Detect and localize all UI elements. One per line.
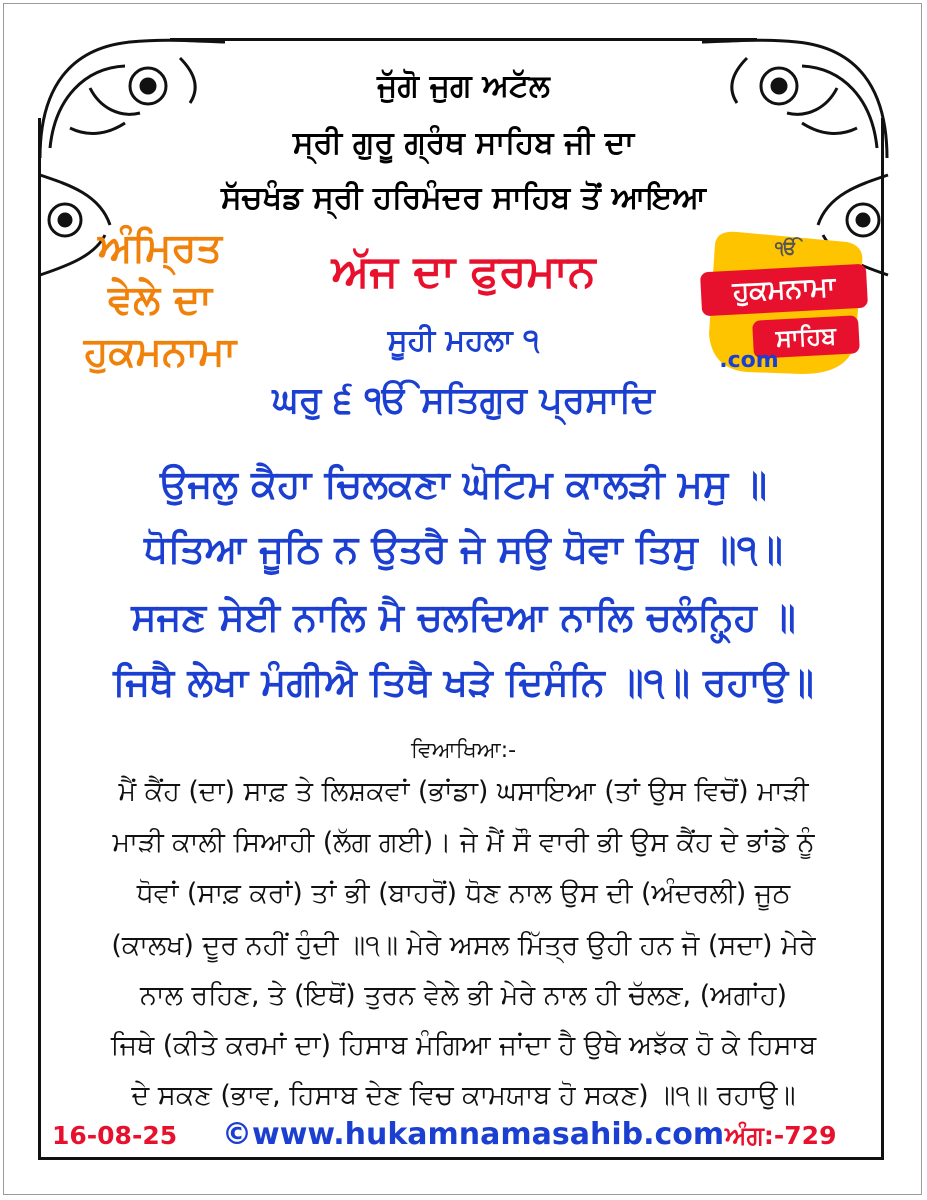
invocation-line: ਘਰੁ ੬ ੴ ਸਤਿਗੁਰ ਪ੍ਰਸਾਦਿ	[272, 380, 655, 421]
footer	[0, 1117, 927, 1165]
explanation-line-2: ਮਾੜੀ ਕਾਲੀ ਸਿਆਹੀ (ਲੱਗ ਗਈ)। ਜੇ ਮੈਂ ਸੌ ਵਾਰੀ ਭੀ ਉਸ ਕੈਂਹ ਦੇ ਭਾਂਡੇ ਨੂੰ	[112, 827, 815, 858]
badge-line-1: ਅੰਮ੍ਰਿਤ	[98, 225, 222, 271]
header-line-1: ਜੁੱਗੋ ਜੁਗ ਅਟੱਲ	[377, 68, 550, 104]
header-line-2: ਸ੍ਰੀ ਗੁਰੂ ਗ੍ਰੰਥ ਸਾਹਿਬ ਜੀ ਦਾ	[292, 125, 635, 161]
footer-website-link[interactable]: ©www.hukamnamasahib.com	[222, 1117, 725, 1152]
frame-top-rule	[170, 38, 757, 41]
gurbani-line-3: ਸਜਣ ਸੇਈ ਨਾਲਿ ਮੈ ਚਲਦਿਆ ਨਾਲਿ ਚਲੰਨ੍ਹ੍ਹਿ ॥	[131, 595, 796, 639]
explanation-line-4: (ਕਾਲਖ) ਦੂਰ ਨਹੀਂ ਹੁੰਦੀ ॥੧॥ ਮੇਰੇ ਅਸਲ ਮਿੱਤ੍ਰ ਉਹੀ ਹਨ ਜੋ (ਸਦਾ) ਮੇਰੇ	[111, 930, 816, 961]
footer-date: 16-08-25	[52, 1121, 178, 1150]
logo-ik-onkar: ੴ	[775, 238, 797, 259]
footer-ang-number: ਅੰਗ:-729	[725, 1121, 837, 1150]
raag-heading: ਸੂਹੀ ਮਹਲਾ ੧	[387, 323, 540, 358]
hukamnama-sahib-logo	[697, 224, 869, 384]
header-line-3: ਸੱਚਖੰਡ ਸ੍ਰੀ ਹਰਿਮੰਦਰ ਸਾਹਿਬ ਤੋਂ ਆਇਆ	[221, 180, 706, 216]
badge-line-3: ਹੁਕਮਨਾਮਾ	[83, 329, 237, 375]
gurbani-line-4: ਜਿਥੈ ਲੇਖਾ ਮੰਗੀਐ ਤਿਥੈ ਖੜੇ ਦਿਸੰਨਿ ॥੧॥ ਰਹਾਉ॥	[113, 660, 814, 704]
explanation-line-6: ਜਿਥੇ (ਕੀਤੇ ਕਰਮਾਂ ਦਾ) ਹਿਸਾਬ ਮੰਗਿਆ ਜਾਂਦਾ ਹੈ ਉਥੇ ਅਝੱਕ ਹੋ ਕੇ ਹਿਸਾਬ	[110, 1030, 817, 1061]
page-title: ਅੱਜ ਦਾ ਫੁਰਮਾਨ	[331, 246, 596, 297]
logo-word-sahib: ਸਾਹਿਬ	[752, 315, 860, 358]
explanation-line-1: ਮੈਂ ਕੈਂਹ (ਦਾ) ਸਾਫ਼ ਤੇ ਲਿਸ਼ਕਵਾਂ (ਭਾਂਡਾ) ਘਸਾਇਆ (ਤਾਂ ਉਸ ਵਿਚੋਂ) ਮਾੜੀ	[118, 776, 809, 807]
gurbani-line-1: ਉਜਲੁ ਕੈਹਾ ਚਿਲਕਣਾ ਘੋਟਿਮ ਕਾਲੜੀ ਮਸੁ ॥	[159, 462, 768, 506]
explanation-line-3: ਧੋਵਾਂ (ਸਾਫ਼ ਕਰਾਂ) ਤਾਂ ਭੀ (ਬਾਹਰੋਂ) ਧੋਣ ਨਾਲ ਉਸ ਦੀ (ਅੰਦਰਲੀ) ਜੂਠ	[136, 878, 791, 909]
amrit-vele-badge	[60, 222, 260, 378]
explanation-line-5: ਨਾਲ ਰਹਿਣ, ਤੇ (ਇਥੋਂ) ਤੁਰਨ ਵੇਲੇ ਭੀ ਮੇਰੇ ਨਾਲ ਹੀ ਚੱਲਣ, (ਅਗਾਂਹ)	[139, 980, 788, 1011]
logo-dot-com: .com	[719, 348, 779, 373]
logo-word-hukamnama: ਹੁਕਮਨਾਮਾ	[700, 264, 868, 317]
gurbani-line-2: ਧੋਤਿਆ ਜੂਠਿ ਨ ਉਤਰੈ ਜੇ ਸਉ ਧੋਵਾ ਤਿਸੁ ॥੧॥	[144, 527, 783, 571]
explanation-line-7: ਦੇ ਸਕਣ (ਭਾਵ, ਹਿਸਾਬ ਦੇਣ ਵਿਚ ਕਾਮਯਾਬ ਹੋ ਸਕਣ) ॥੧॥ ਰਹਾਉ॥	[131, 1080, 796, 1111]
badge-line-2: ਵੇਲੇ ਦਾ	[108, 277, 212, 323]
explanation-label: ਵਿਆਖਿਆ:-	[410, 738, 517, 763]
